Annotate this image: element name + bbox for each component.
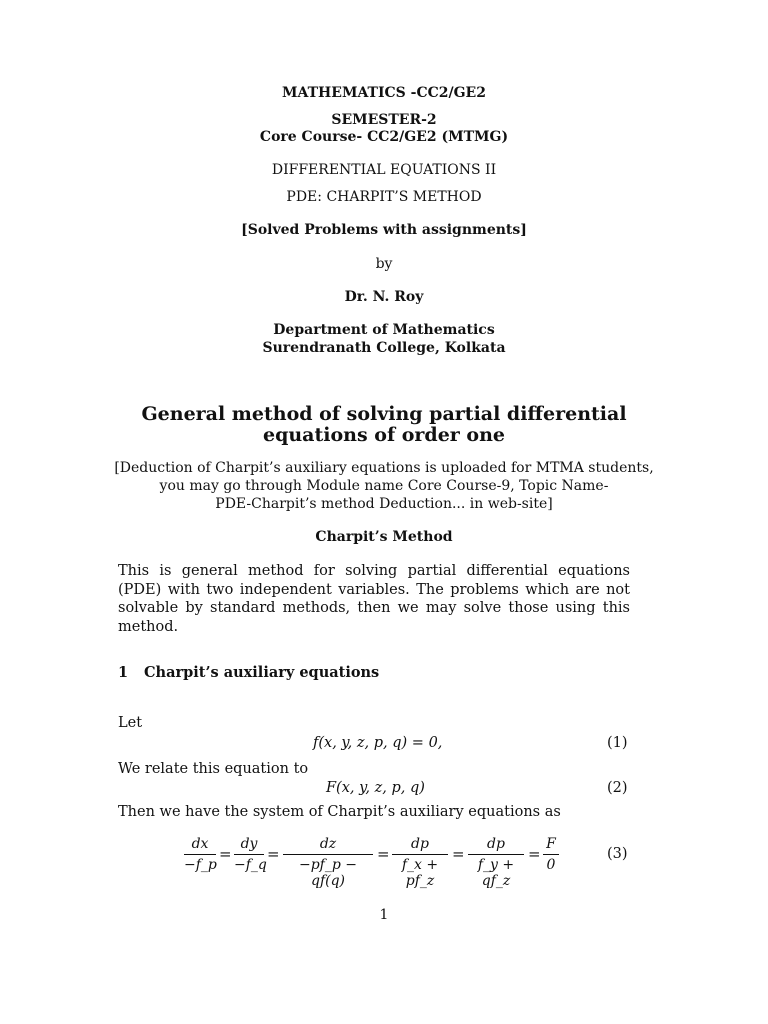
eq3-fraction-4 (392, 836, 448, 889)
eq3-denominator: 0 (543, 854, 559, 873)
main-title-line1: General method of solving partial differential (141, 403, 627, 425)
subtitle: [Solved Problems with assignments] (241, 222, 527, 238)
method-heading: Charpit’s Method (315, 529, 453, 545)
eq3-denominator: f_x + pf_z (392, 854, 448, 889)
eq3-numerator: F (546, 836, 556, 852)
equation-1-number: (1) (607, 735, 628, 751)
equals-sign: = (377, 845, 390, 863)
main-title-line2: equations of order one (262, 424, 505, 446)
relate-text: We relate this equation to (118, 761, 309, 777)
eq3-denominator: −f_p (184, 854, 216, 873)
eq3-fraction-6 (543, 836, 559, 873)
section-number: 1 (118, 664, 129, 681)
eq3-denominator: f_y + qf_z (468, 854, 524, 889)
eq3-numerator: dp (487, 836, 505, 852)
core-course: Core Course- CC2/GE2 (MTMG) (259, 129, 509, 145)
equation-1: f(x, y, z, p, q) = 0, (313, 735, 443, 751)
section-heading (118, 664, 379, 681)
eq3-fraction-2 (234, 836, 267, 873)
eq3-numerator: dz (319, 836, 337, 852)
topic: PDE: CHARPIT’S METHOD (286, 189, 482, 205)
then-text: Then we have the system of Charpit’s auxiliary equations as (118, 804, 561, 820)
eq3-numerator: dy (240, 836, 258, 852)
page-number: 1 (379, 907, 389, 923)
subject: DIFFERENTIAL EQUATIONS II (271, 162, 497, 178)
note-line1: [Deduction of Charpit’s auxiliary equations is uploaded for MTMA students, (114, 460, 654, 476)
eq3-fraction-1 (184, 836, 216, 873)
eq3-denominator: −pf_p − qf(q) (283, 854, 373, 889)
equation-2: F(x, y, z, p, q) (326, 780, 425, 796)
note-line3: PDE-Charpit’s method Deduction... in web-site] (215, 496, 553, 512)
eq3-numerator: dp (411, 836, 429, 852)
eq3-fraction-5 (468, 836, 524, 889)
eq3-denominator: −f_q (234, 854, 264, 873)
author: Dr. N. Roy (344, 289, 424, 305)
semester: SEMESTER-2 (331, 112, 437, 128)
equals-sign: = (528, 845, 541, 863)
equation-3-number: (3) (607, 846, 628, 862)
equation-2-number: (2) (607, 780, 628, 796)
course-code: MATHEMATICS -CC2/GE2 (282, 85, 486, 101)
college: Surendranath College, Kolkata (262, 340, 506, 356)
equals-sign: = (219, 845, 232, 863)
let-text: Let (118, 715, 143, 731)
by-line: by (375, 256, 393, 272)
section-title: Charpit’s auxiliary equations (144, 664, 380, 681)
intro-paragraph: This is general method for solving partial differential equations (PDE) with two independent variables. The problems which are not solvable by standard methods, then we may solve those using this method. (118, 563, 630, 635)
eq3-fraction-3 (283, 836, 373, 889)
department: Department of Mathematics (273, 322, 495, 338)
equals-sign: = (452, 845, 465, 863)
eq3-numerator: dx (191, 836, 209, 852)
equals-sign: = (267, 845, 280, 863)
note-line2: you may go through Module name Core Course-9, Topic Name- (159, 478, 609, 494)
